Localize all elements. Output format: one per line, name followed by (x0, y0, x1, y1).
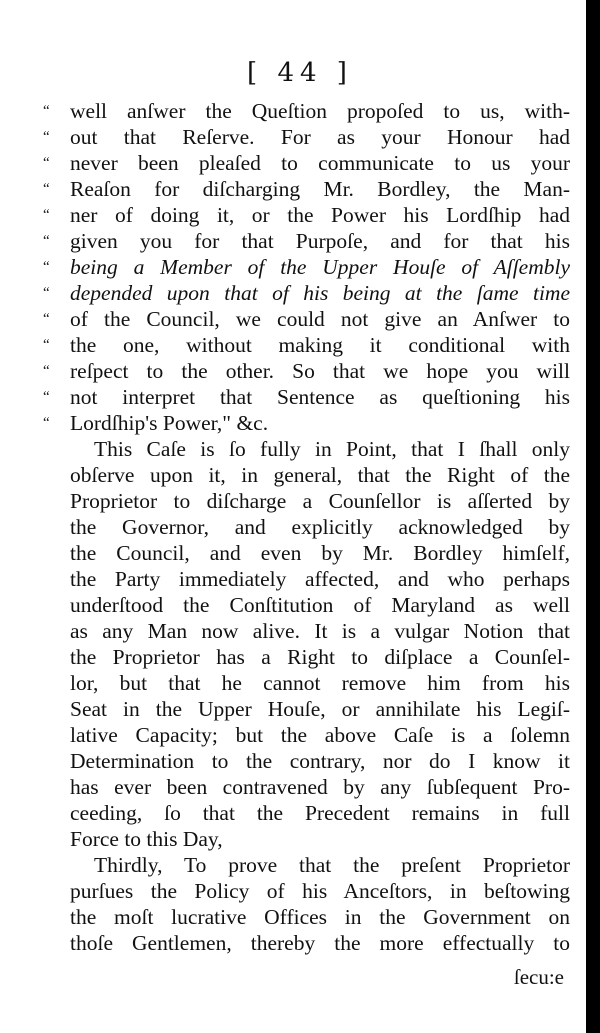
line-text: not interpret that Sentence as queſtioning his (70, 385, 570, 409)
quote-mark: “ (43, 389, 50, 405)
line-text: thoſe Gentlemen, thereby the more effectually to (70, 931, 570, 955)
line-text: Thirdly, To prove that the preſent Proprietor (94, 853, 570, 877)
quote-mark: “ (43, 363, 50, 379)
line-text: ner of doing it, or the Power his Lordſhip had (70, 203, 570, 227)
quoted-line (43, 384, 570, 410)
line-text: given you for that Purpoſe, and for that his (70, 229, 570, 253)
line-text: being a Member of the Upper Houſe of Aſſembly (70, 255, 570, 279)
paragraph-line (70, 722, 570, 748)
paragraph-line (70, 800, 570, 826)
quoted-line (43, 332, 570, 358)
line-text: Reaſon for diſcharging Mr. Bordley, the Man- (70, 177, 570, 201)
quoted-line (43, 98, 570, 124)
quoted-line (43, 202, 570, 228)
body-text (43, 98, 570, 956)
line-text: the one, without making it conditional with (70, 333, 570, 357)
line-text: Lordſhip's Power," &c. (70, 411, 269, 435)
line-text: out that Reſerve. For as your Honour had (70, 125, 570, 149)
line-text: has ever been contravened by any ſubſequent Pro- (70, 775, 570, 799)
paragraph-line (70, 644, 570, 670)
quoted-line (43, 124, 570, 150)
paragraph-line (70, 618, 570, 644)
page-edge-shadow (586, 0, 600, 1033)
line-text: the Council, and even by Mr. Bordley himſelf, (70, 541, 570, 565)
quote-mark: “ (43, 181, 50, 197)
paragraph-line (70, 488, 570, 514)
line-text: the Governor, and explicitly acknowledged by (70, 515, 570, 539)
paragraph-line (70, 696, 570, 722)
quote-mark: “ (43, 129, 50, 145)
paragraph-line (70, 878, 570, 904)
line-text: of the Council, we could not give an Anſwer to (70, 307, 570, 331)
line-text: This Caſe is ſo fully in Point, that I ſhall only (94, 437, 570, 461)
line-text: lor, but that he cannot remove him from his (70, 671, 570, 695)
catchword: ſecu:e (513, 965, 564, 989)
paragraph-line (70, 852, 570, 878)
quote-mark: “ (43, 285, 50, 301)
line-text: never been pleaſed to communicate to us your (70, 151, 570, 175)
paragraph-line (70, 826, 570, 852)
quote-mark: “ (43, 259, 50, 275)
quoted-line (43, 410, 570, 436)
page-number-header: [ 44 ] (247, 58, 353, 88)
paragraph-line (70, 540, 570, 566)
quoted-line (43, 176, 570, 202)
quote-mark: “ (43, 415, 50, 431)
paragraph-line (70, 592, 570, 618)
quote-mark: “ (43, 155, 50, 171)
paragraph-line (70, 462, 570, 488)
line-text: the Party immediately affected, and who perhaps (70, 567, 570, 591)
paragraph-line (70, 670, 570, 696)
line-text: the moſt lucrative Offices in the Government on (70, 905, 570, 929)
quoted-line (43, 254, 570, 280)
quote-mark: “ (43, 233, 50, 249)
quoted-line (43, 150, 570, 176)
paragraph-line (70, 436, 570, 462)
line-text: Proprietor to diſcharge a Counſellor is aſſerted by (70, 489, 570, 513)
quoted-line (43, 280, 570, 306)
quote-mark: “ (43, 311, 50, 327)
line-text: lative Capacity; but the above Caſe is a ſolemn (70, 723, 570, 747)
line-text: ceeding, ſo that the Precedent remains in full (70, 801, 570, 825)
line-text: well anſwer the Queſtion propoſed to us, with- (70, 99, 570, 123)
quoted-line (43, 228, 570, 254)
quoted-line (43, 306, 570, 332)
line-text: reſpect to the other. So that we hope you will (70, 359, 570, 383)
line-text: as any Man now alive. It is a vulgar Notion that (70, 619, 570, 643)
paragraph-line (70, 904, 570, 930)
paragraph-line (70, 930, 570, 956)
line-text: depended upon that of his being at the ſame time (70, 281, 570, 305)
line-text: obſerve upon it, in general, that the Right of the (70, 463, 570, 487)
line-text: Force to this Day, (70, 827, 223, 851)
quote-mark: “ (43, 103, 50, 119)
line-text: the Proprietor has a Right to diſplace a Counſel- (70, 645, 570, 669)
paragraph-line (70, 774, 570, 800)
paragraph-line (70, 748, 570, 774)
paragraph-line (70, 514, 570, 540)
line-text: Seat in the Upper Houſe, or annihilate his Legiſ- (70, 697, 570, 721)
paragraph-line (70, 566, 570, 592)
quoted-line (43, 358, 570, 384)
line-text: underſtood the Conſtitution of Maryland as well (70, 593, 570, 617)
line-text: purſues the Policy of his Anceſtors, in beſtowing (70, 879, 570, 903)
quote-mark: “ (43, 337, 50, 353)
quote-mark: “ (43, 207, 50, 223)
line-text: Determination to the contrary, nor do I know it (70, 749, 570, 773)
